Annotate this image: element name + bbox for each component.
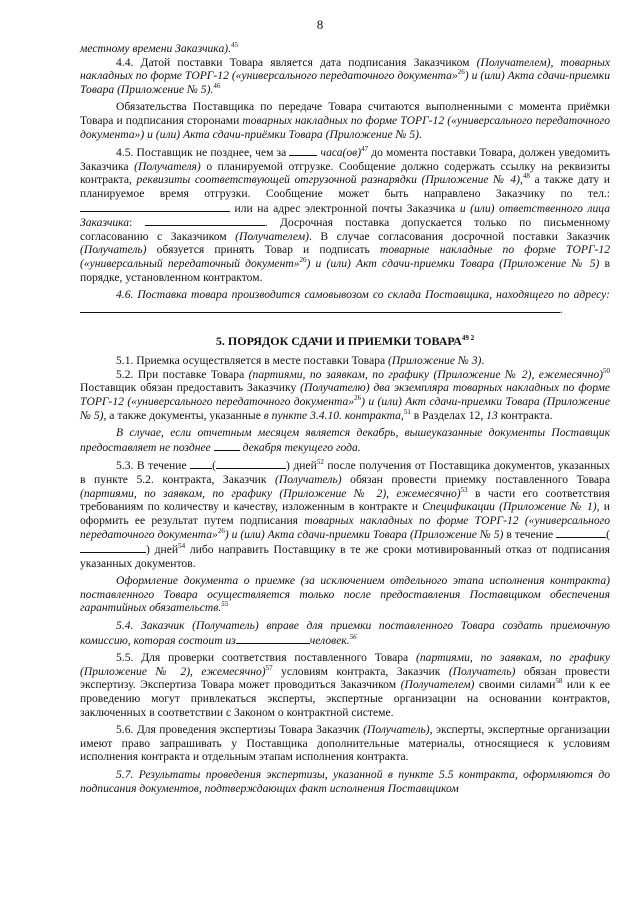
days-blank-1 [190,458,212,469]
paragraph-5-1: 5.1. Приемка осуществляется в месте поставки Товара (Приложение № 3). [116,354,485,368]
paragraph-4-3-tail: местному времени Заказчика).$^{45}$ [80,41,238,55]
paragraph-5-6: 5.6. Для проведения экспертизы Товара Заказчик (Получатель), эксперты, экспертные организации имеют право запрашивать у Поставщика дополнительные материалы, относящиеся к условиям исполнения контракта и отдельным этапам исполнения контракта. [80,723,611,764]
phone-blank [80,201,230,212]
days-words-blank-1 [216,458,286,469]
december-day-blank [214,440,240,451]
paragraph-december: В случае, если отчетным месяцем является декабрь, вышеуказанные документы Поставщик предоставляет не позднее декабря текущего года. [80,426,610,454]
email-blank [145,215,265,226]
paragraph-4-6: 4.6. Поставка товара производится самовывозом со склада Поставщика, находящего по адресу:. [80,288,610,316]
paragraph-4-5: 4.5. Поставщик не позднее, чем за часа(ов)$^{47}$ до момента поставки Товара, должен уведомить Заказчика (Получателя) о планируемой отгрузке. Сообщение должно содержать ссылку на реквизиты контракта, реквизиты соответствующей отгрузочной разнарядки (Приложение № 4),$^{48}$ а также дату и планируемое время отгрузки. Сообщение может быть направлено Заказчику по тел.: или на адрес электронной почты Заказчика и (или) ответственного лица Заказчика: . Досрочная поставка допускается только по письменному согласованию с Заказчиком (Получателем). В случае согласования досрочной поставки Заказчик (Получатель) обязуется принять Товар и подписать товарные накладные по форме ТОРГ-12 («универсальный передаточный документ»$^{26}$) и (или) Акт сдачи-приемки Товара (Приложение № 5) в порядке, установленном контрактом. [80,145,611,284]
paragraph-5-5: 5.5. Для проверки соответствия поставленного Товара (партиями, по заявкам, по графику (Приложение № 2), ежемесячно)$^{57}$ условиям контракта, Заказчик (Получатель) обязан провести экспертизу. Экспертиза Товара может проводиться Заказчиком (Получателем) своими силами$^{58}$ или к ее проведению могут привлекаться эксперты, экспертные организации на основании контрактов, заключенных в соответствии с Законом о контрактной системе. [80,651,611,719]
paragraph-4-4: 4.4. Датой поставки Товара является дата подписания Заказчиком (Получателем), товарных накладных по форме ТОРГ-12 («универсального передаточного документа»$^{26}$) и (или) Акта сдачи-приемки Товара (Приложение № 5).$^{46}$ [80,55,611,96]
paragraph-5-3: 5.3. В течение ( ) дней$^{52}$ после получения от Поставщика документов, указанных в пункте 5.2. контракта, Заказчик (Получатель) обязан провести приемку поставленного Товара (партиями, по заявкам, по графику (Приложение № 2), ежемесячно)$^{53}$ в части его соответствия требованиям по количеству и качеству, изложенным в контракте и Спецификации (Приложение № 1), и оформить ее результат путем подписания товарных накладных по форме ТОРГ-12 («универсального передаточного документа»$^{26}$) и (или) Акта сдачи-приемки Товара (Приложение № 5) в течение () дней$^{54}$ либо направить Поставщику в те же сроки мотивированный отказ от подписания указанных документов. [80,458,611,570]
days-blank-2 [556,527,606,538]
hours-blank [289,145,317,156]
section-5-heading: 5. ПОРЯДОК СДАЧИ И ПРИЕМКИ $ТОВАРА^{49 2}$ [215,334,475,349]
paragraph-acceptance-doc: Оформление документа о приемке (за исключением отдельного этапа исполнения контракта) поставленного Товара осуществляется только после предоставления Поставщиком обеспечения гарантийных обязательств.$^{55}$ [80,574,610,615]
days-words-blank-2 [80,542,146,553]
page-number: 8 [316,17,324,32]
address-blank [80,302,560,313]
paragraph-obligations: Обязательства Поставщика по передаче Товара считаются выполненными с момента приёмки Товара и подписания сторонами товарных накладных по форме ТОРГ-12 («универсального передаточного документа») и (или) Акта сдачи-приёмки Товара (Приложение № 5). [80,100,610,141]
paragraph-5-2: 5.2. При поставке Товара (партиями, по заявкам, по графику (Приложение № 2), ежемесячно)$^{50}$ Поставщик обязан предоставить Заказчику (Получателю) два экземпляра товарных накладных по форме ТОРГ-12 («универсального передаточного документа»$^{26}$) и (или) Акт сдачи-приемки Товара (Приложение № 5), а также документы, указанные в пункте 3.4.10. контракта,$^{51}$ в Разделах 12, 13 контракта. [80,367,611,422]
paragraph-5-7: 5.7. Результаты проведения экспертизы, указанной в пункте 5.5 контракта, оформляются до подписания документов, подтверждающих факт исполнения Поставщиком [80,767,610,795]
paragraph-5-4: 5.4. Заказчик (Получатель) вправе для приемки поставленного Товара создать приемочную комиссию, которая состоит из человек.$^{56}$ [80,618,610,647]
commission-size-blank [236,633,310,644]
